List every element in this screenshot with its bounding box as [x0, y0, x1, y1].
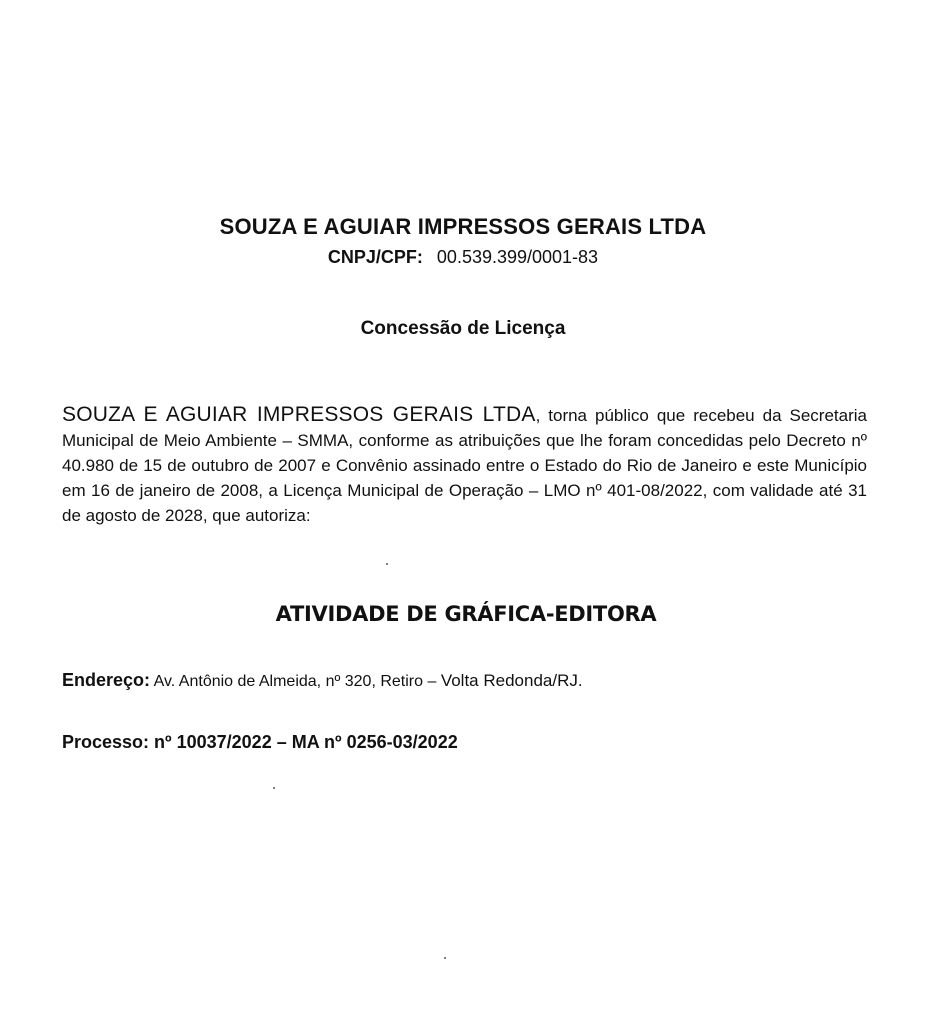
scan-speck	[444, 957, 446, 959]
activity-title: ATIVIDADE DE GRÁFICA-EDITORA	[275, 602, 657, 626]
address-label: Endereço:	[62, 670, 151, 690]
process-line: Processo: nº 10037/2022 – MA nº 0256-03/2022	[62, 732, 458, 752]
notice-lead-company: SOUZA E AGUIAR IMPRESSOS GERAIS LTDA	[62, 403, 536, 426]
section-title: Concessão de Licença	[360, 318, 566, 339]
cnpj-value: 00.539.399/0001-83	[436, 247, 599, 267]
notice-text: , torna público que recebeu da Secretaria Municipal de Meio Ambiente – SMMA, conforme as atribuições que lhe foram concedidas pelo Decreto nº 40.980 de 15 de outubro de 2007 e Convênio assinado entre o Estado do Rio de Janeiro e este Município em 16 de janeiro de 2008, a Licença Municipal de Operação – LMO nº 401-08/2022, com validade até 31 de agosto de 2028, que autoriza:	[62, 406, 867, 525]
notice-paragraph	[62, 402, 867, 528]
scan-speck	[386, 563, 388, 565]
address-value: Av. Antônio de Almeida, nº 320, Retiro –	[150, 673, 441, 690]
company-name-heading: SOUZA E AGUIAR IMPRESSOS GERAIS LTDA	[219, 214, 707, 239]
cnpj-line	[0, 247, 926, 268]
address-city: Volta Redonda/RJ.	[440, 671, 583, 690]
scan-speck	[273, 787, 275, 789]
address-line	[62, 670, 867, 691]
cnpj-label: CNPJ/CPF:	[327, 247, 423, 267]
